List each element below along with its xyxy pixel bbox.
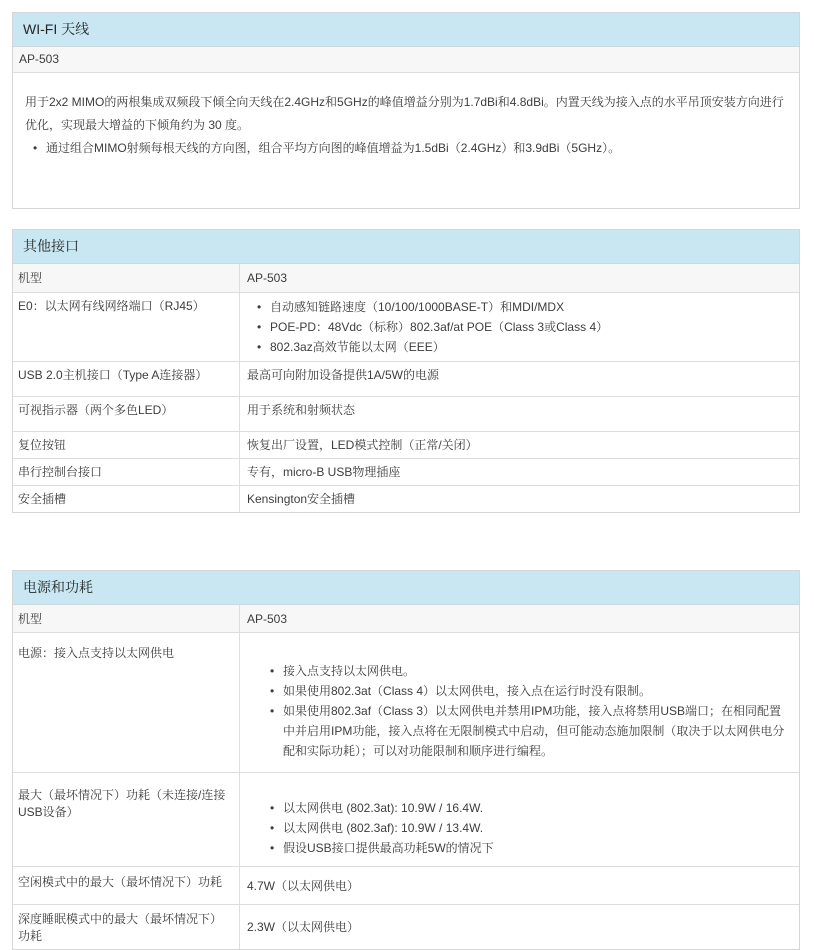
section-header-wifi-antenna: WI-FI 天线 — [13, 13, 799, 47]
section-card-power-consumption — [12, 570, 800, 950]
table-row-model — [13, 605, 799, 633]
table-row-model — [13, 264, 799, 292]
table-row-serial — [13, 458, 799, 485]
row-label: 空闲模式中的最大（最坏情况下）功耗 — [13, 867, 240, 905]
table-row-idle-consumption — [13, 867, 799, 905]
row-label: 串行控制台接口 — [13, 458, 240, 485]
row-value — [240, 292, 800, 361]
bullet-item: • 以太网供电 (802.3af): 10.9W / 13.4W. — [270, 818, 789, 838]
bullet-item: • 接入点支持以太网供电。 — [270, 661, 789, 681]
row-value: 2.3W（以太网供电） — [240, 905, 800, 950]
table-row-usb — [13, 361, 799, 396]
row-value: 专有，micro-B USB物理插座 — [240, 458, 800, 485]
table-row-sleep-consumption — [13, 905, 799, 950]
row-value: 用于系统和射频状态 — [240, 396, 800, 431]
column-header-ap503: AP-503 — [240, 264, 800, 292]
row-value — [240, 773, 800, 867]
section-card-other-interfaces — [12, 229, 800, 513]
row-label: E0：以太网有线网络端口（RJ45） — [13, 292, 240, 361]
table-row-security-slot — [13, 485, 799, 512]
bullet-item: • 假设USB接口提供最高功耗5W的情况下 — [270, 838, 789, 858]
bullet-item: • POE-PD：48Vdc（标称）802.3af/at POE（Class 3或Class 4） — [257, 317, 791, 337]
row-value — [240, 633, 800, 773]
other-interfaces-table — [13, 264, 799, 512]
row-value: 最高可向附加设备提供1A/5W的电源 — [240, 361, 800, 396]
bullet-item: • 如果使用802.3af（Class 3）以太网供电并禁用IPM功能，接入点将禁用USB端口；在相同配置中并启用IPM功能，接入点将在无限制模式中启动，但可能动态施加限制（取决于以太网供电分配和实际功耗）；可以对功能限制和顺序进行编程。 — [270, 701, 789, 761]
section-header-power-consumption: 电源和功耗 — [13, 571, 799, 605]
column-header-model: 机型 — [13, 264, 240, 292]
power-consumption-table — [13, 605, 799, 950]
table-row-max-consumption — [13, 773, 799, 867]
table-row-reset — [13, 431, 799, 458]
row-label: 深度睡眠模式中的最大（最坏情况下）功耗 — [13, 905, 240, 950]
model-label-bar: AP-503 — [13, 47, 799, 73]
section-card-wifi-antenna — [12, 12, 800, 209]
table-row-ethernet — [13, 292, 799, 361]
section-header-other-interfaces: 其他接口 — [13, 230, 799, 264]
row-label: USB 2.0主机接口（Type A连接器） — [13, 361, 240, 396]
bullet-list — [264, 798, 789, 858]
bullet-list — [247, 297, 791, 357]
row-label: 可视指示器（两个多色LED） — [13, 396, 240, 431]
antenna-bullet-list — [25, 137, 787, 160]
bullet-item: • 802.3az高效节能以太网（EEE） — [257, 337, 791, 357]
row-label: 安全插槽 — [13, 485, 240, 512]
column-header-ap503: AP-503 — [240, 605, 800, 633]
row-label: 最大（最坏情况下）功耗（未连接/连接USB设备） — [13, 773, 240, 867]
table-row-power-source — [13, 633, 799, 773]
antenna-description: 用于2x2 MIMO的两根集成双频段下倾全向天线在2.4GHz和5GHz的峰值增益分别为1.7dBi和4.8dBi。内置天线为接入点的水平吊顶安装方向进行优化，实现最大增益的下倾角约为 30 度。 — [25, 91, 787, 137]
bullet-item: • 自动感知链路速度（10/100/1000BASE-T）和MDI/MDX — [257, 297, 791, 317]
column-header-model: 机型 — [13, 605, 240, 633]
row-label: 电源：接入点支持以太网供电 — [13, 633, 240, 773]
bullet-item: • 如果使用802.3at（Class 4）以太网供电，接入点在运行时没有限制。 — [270, 681, 789, 701]
bullet-item: • 以太网供电 (802.3at): 10.9W / 16.4W. — [270, 798, 789, 818]
row-label: 复位按钮 — [13, 431, 240, 458]
row-value: Kensington安全插槽 — [240, 485, 800, 512]
row-value: 4.7W（以太网供电） — [240, 867, 800, 905]
bullet-item: • 通过组合MIMO射频每根天线的方向图，组合平均方向图的峰值增益为1.5dBi（2.4GHz）和3.9dBi（5GHz）。 — [33, 137, 787, 160]
table-row-led — [13, 396, 799, 431]
section-body-wifi-antenna — [13, 73, 799, 208]
row-value: 恢复出厂设置，LED模式控制（正常/关闭） — [240, 431, 800, 458]
bullet-list — [264, 661, 789, 761]
